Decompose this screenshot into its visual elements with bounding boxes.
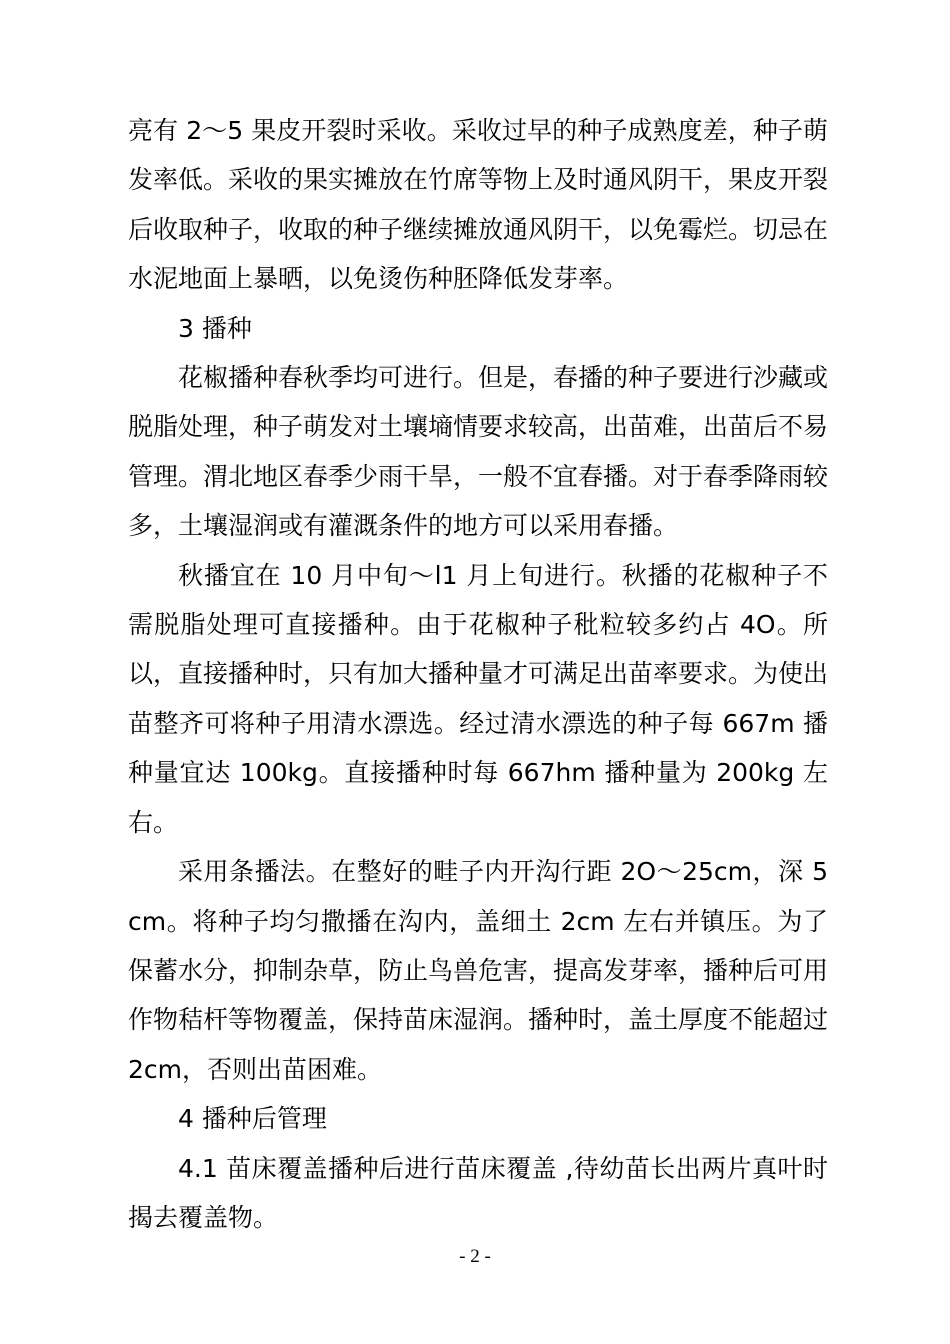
page-number: - 2 - (459, 1246, 491, 1267)
section-heading-post-sowing: 4 播种后管理 (178, 1104, 327, 1134)
document-body (128, 106, 828, 1242)
paragraph-drill-sowing: 采用条播法。在整好的畦子内开沟行距 2O～25cm，深 5cm。将种子均匀撒播在沟内，盖细土 2cm 左右并镇压。为了保蓄水分，抑制杂草，防止鸟兽危害，提高发芽率，播种后可用作物秸杆等物覆盖，保持苗床湿润。播种时，盖土厚度不能超过 2cm，否则出苗困难。 (128, 857, 829, 1084)
section-heading-sowing: 3 播种 (178, 313, 252, 343)
paragraph-harvest-continued: 亮有 2～5 果皮开裂时采收。采收过早的种子成熟度差，种子萌发率低。采收的果实摊放在竹席等物上及时通风阴干，果皮开裂后收取种子，收取的种子继续摊放通风阴干，以免霉烂。切忌在水泥地面上暴晒，以免烫伤种胚降低发芽率。 (128, 116, 829, 294)
paragraph-bed-covering: 4.1 苗床覆盖播种后进行苗床覆盖 ,待幼苗长出两片真叶时揭去覆盖物。 (128, 1153, 828, 1232)
paragraph-autumn-sowing: 秋播宜在 10 月中旬～l1 月上旬进行。秋播的花椒种子不需脱脂处理可直接播种。由于花椒种子秕粒较多约占 4O。所以，直接播种时，只有加大播种量才可满足出苗率要求。为使出苗整齐可将种子用清水漂选。经过清水漂选的种子每 667m 播种量宜达 100kg。直接播种时每 667hm 播种量为 200kg 左右。 (128, 560, 829, 837)
paragraph-sowing-seasons: 花椒播种春秋季均可进行。但是，春播的种子要进行沙藏或脱脂处理，种子萌发对土壤墒情要求较高，出苗难，出苗后不易管理。渭北地区春季少雨干旱，一般不宜春播。对于春季降雨较多，土壤湿润或有灌溉条件的地方可以采用春播。 (128, 363, 829, 541)
